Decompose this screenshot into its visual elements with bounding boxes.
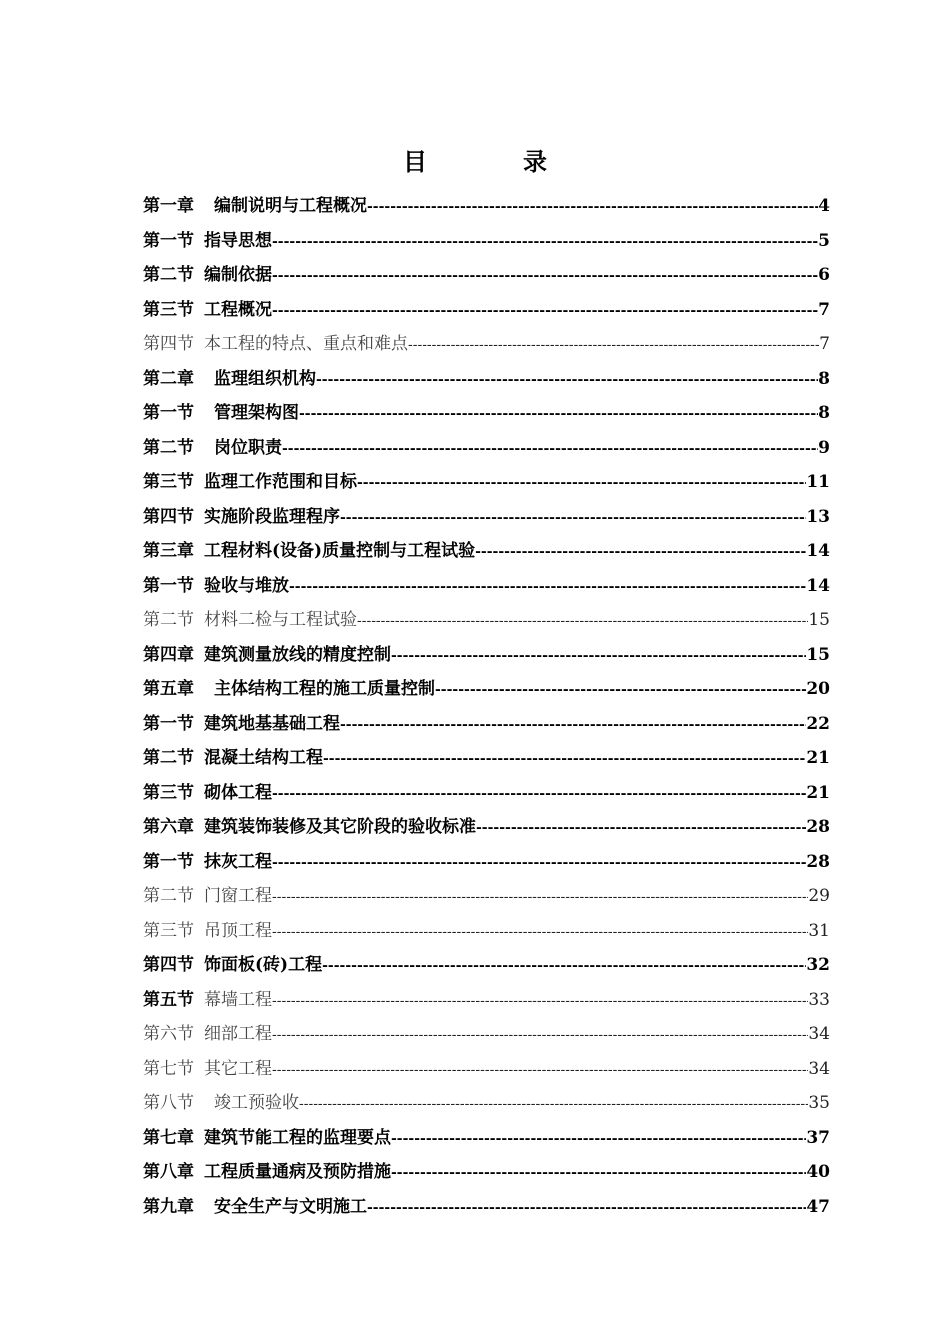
toc-entry-title: 建筑节能工程的监理要点 — [204, 1127, 391, 1148]
toc-entry[interactable] — [143, 779, 830, 814]
toc-leader — [322, 952, 806, 980]
toc-entry[interactable] — [143, 848, 830, 883]
toc-entry-label: 第二章 — [143, 368, 194, 389]
toc-entry[interactable] — [143, 882, 830, 917]
toc-entry-title: 抹灰工程 — [204, 851, 272, 872]
toc-entry-label: 第三节 — [143, 472, 194, 492]
toc-leader — [391, 642, 806, 670]
toc-leader — [272, 918, 808, 946]
toc-entry[interactable] — [143, 1158, 830, 1193]
toc-entry-label: 第四节 — [143, 334, 194, 354]
toc-entry-title: 饰面板(砖)工程 — [204, 955, 323, 975]
toc-entry[interactable] — [143, 434, 830, 469]
toc-entry-label: 第四节 — [143, 955, 194, 975]
toc-leader — [391, 1125, 806, 1153]
toc-entry-title: 其它工程 — [204, 1058, 272, 1079]
toc-leader — [357, 607, 808, 635]
toc-entry[interactable] — [143, 261, 830, 296]
toc-entry[interactable] — [143, 917, 830, 952]
toc-entry-label: 第三章 — [143, 541, 194, 561]
toc-entry[interactable] — [143, 227, 830, 262]
toc-leader — [475, 538, 806, 566]
toc-entry-label: 第五章 — [143, 679, 194, 699]
toc-leader — [272, 883, 808, 911]
toc-entry-title: 幕墙工程 — [204, 989, 272, 1010]
toc-entry-label: 第一节 — [143, 713, 194, 734]
toc-entry-label: 第八节 — [143, 1093, 194, 1113]
toc-entry-page: 14 — [806, 575, 830, 596]
toc-leader — [299, 400, 818, 428]
toc-entry-label: 第二节 — [143, 610, 194, 630]
toc-entry-page: 37 — [806, 1127, 830, 1148]
toc-leader — [272, 228, 818, 256]
toc-entry-page: 22 — [806, 713, 830, 734]
toc-entry-title: 工程质量通病及预防措施 — [204, 1162, 391, 1182]
toc-leader — [367, 193, 818, 221]
toc-entry-page: 8 — [818, 368, 830, 389]
toc-leader — [476, 814, 806, 842]
toc-leader — [272, 297, 818, 325]
toc-entry[interactable] — [143, 330, 830, 365]
toc-entry-page: 21 — [806, 782, 830, 803]
toc-leader — [340, 504, 806, 532]
toc-title-left: 目 — [403, 147, 427, 176]
toc-entry-title: 建筑测量放线的精度控制 — [204, 644, 391, 665]
toc-entry-label: 第六节 — [143, 1024, 194, 1044]
toc-entry-page: 13 — [806, 506, 830, 527]
toc-leader — [367, 1194, 806, 1222]
toc-leader — [272, 1056, 808, 1084]
toc-entry-title: 门窗工程 — [204, 886, 272, 906]
toc-entry[interactable] — [143, 986, 830, 1021]
toc-entry[interactable] — [143, 1124, 830, 1159]
toc-entry-label: 第八章 — [143, 1162, 194, 1182]
toc-entry-title: 建筑装饰装修及其它阶段的验收标准 — [204, 817, 476, 837]
toc-entry[interactable] — [143, 1055, 830, 1090]
toc-entry-page: 7 — [819, 334, 830, 354]
toc-entry[interactable] — [143, 1193, 830, 1228]
toc-entry-title: 工程材料(设备)质量控制与工程试验 — [204, 541, 476, 561]
toc-leader — [272, 780, 806, 808]
toc-entry-page: 20 — [806, 679, 830, 699]
toc-leader — [299, 1090, 808, 1118]
toc-entry[interactable] — [143, 192, 830, 227]
toc-entry-title: 本工程的特点、重点和难点 — [204, 334, 408, 354]
toc-title-right: 录 — [523, 147, 547, 176]
toc-entry-page: 11 — [806, 472, 830, 492]
toc-entry-page: 28 — [806, 851, 830, 872]
toc-entry-page: 28 — [806, 817, 830, 837]
toc-entry[interactable] — [143, 1020, 830, 1055]
toc-entry-label: 第四章 — [143, 644, 194, 665]
toc-entry-page: 40 — [806, 1162, 830, 1182]
toc-leader — [282, 435, 818, 463]
toc-leader — [272, 1021, 808, 1049]
toc-entry-label: 第二节 — [143, 886, 194, 906]
toc-leader — [289, 573, 806, 601]
toc-entry-label: 第七章 — [143, 1127, 194, 1148]
toc-entry-page: 21 — [806, 748, 830, 768]
toc-entry-page: 47 — [806, 1196, 830, 1217]
table-of-contents — [143, 192, 830, 1227]
toc-entry-page: 29 — [808, 886, 830, 906]
toc-entry-label: 第三节 — [143, 299, 194, 320]
toc-entry-page: 14 — [806, 541, 830, 561]
toc-entry[interactable] — [143, 710, 830, 745]
toc-entry-title: 验收与堆放 — [204, 575, 289, 596]
toc-entry[interactable] — [143, 641, 830, 676]
toc-entry-page: 8 — [818, 403, 830, 423]
toc-entry[interactable] — [143, 675, 830, 710]
toc-entry-page: 34 — [808, 1058, 830, 1079]
toc-entry-title: 编制依据 — [204, 265, 272, 285]
toc-entry-label: 第七节 — [143, 1058, 194, 1079]
toc-entry-title: 细部工程 — [204, 1024, 272, 1044]
toc-entry-page: 35 — [808, 1093, 830, 1113]
toc-entry-page: 34 — [808, 1024, 830, 1044]
toc-entry-page: 33 — [808, 989, 830, 1010]
toc-entry[interactable] — [143, 813, 830, 848]
toc-entry-label: 第九章 — [143, 1196, 194, 1217]
toc-leader — [272, 262, 818, 290]
toc-leader — [272, 849, 806, 877]
toc-entry-title: 材料二检与工程试验 — [204, 610, 357, 630]
toc-entry-page: 4 — [818, 196, 830, 216]
toc-entry-page: 7 — [818, 299, 830, 320]
toc-entry-label: 第一节 — [143, 851, 194, 872]
toc-entry-label: 第一节 — [143, 230, 194, 251]
toc-entry-label: 第六章 — [143, 817, 194, 837]
toc-entry-label: 第三节 — [143, 782, 194, 803]
toc-entry-label: 第二节 — [143, 748, 194, 768]
toc-leader — [272, 987, 808, 1015]
toc-entry-page: 15 — [806, 644, 830, 665]
toc-entry-label: 第一节 — [143, 403, 194, 423]
toc-entry[interactable] — [143, 468, 830, 503]
toc-entry-title: 指导思想 — [204, 230, 272, 251]
toc-entry-title: 编制说明与工程概况 — [214, 196, 367, 216]
toc-leader — [316, 366, 818, 394]
toc-leader — [391, 1159, 806, 1187]
toc-entry-page: 15 — [808, 610, 830, 630]
toc-leader — [357, 469, 806, 497]
toc-leader — [340, 711, 806, 739]
toc-leader — [435, 676, 806, 704]
toc-entry-page: 32 — [806, 955, 830, 975]
toc-entry-label: 第二节 — [143, 265, 194, 285]
toc-entry-title: 混凝土结构工程 — [204, 748, 323, 768]
toc-entry-page: 9 — [818, 437, 830, 458]
toc-entry-title: 管理架构图 — [214, 403, 299, 423]
toc-entry-title: 岗位职责 — [214, 437, 282, 458]
toc-entry-title: 工程概况 — [204, 299, 272, 320]
toc-entry-page: 31 — [808, 920, 830, 941]
toc-entry-title: 吊顶工程 — [204, 920, 272, 941]
toc-entry-label: 第一章 — [143, 196, 194, 216]
toc-entry-title: 监理工作范围和目标 — [204, 472, 357, 492]
toc-entry-label: 第二节 — [143, 437, 194, 458]
toc-title — [0, 142, 950, 177]
toc-entry-title: 竣工预验收 — [214, 1093, 299, 1113]
toc-entry[interactable] — [143, 399, 830, 434]
toc-entry[interactable] — [143, 537, 830, 572]
toc-entry-title: 监理组织机构 — [214, 368, 316, 389]
toc-entry[interactable] — [143, 606, 830, 641]
toc-entry[interactable] — [143, 503, 830, 538]
toc-entry-label: 第四节 — [143, 506, 194, 527]
toc-entry-title: 安全生产与文明施工 — [214, 1196, 367, 1217]
toc-leader — [408, 331, 819, 359]
toc-entry[interactable] — [143, 951, 830, 986]
toc-entry[interactable] — [143, 365, 830, 400]
toc-leader — [323, 745, 806, 773]
toc-entry-label: 第三节 — [143, 920, 194, 941]
toc-entry-title: 实施阶段监理程序 — [204, 506, 340, 527]
toc-entry-label: 第五节 — [143, 989, 194, 1010]
toc-entry-title: 建筑地基基础工程 — [204, 713, 340, 734]
toc-entry[interactable] — [143, 296, 830, 331]
toc-entry[interactable] — [143, 572, 830, 607]
toc-entry-page: 6 — [818, 265, 830, 285]
toc-entry-label: 第一节 — [143, 575, 194, 596]
toc-entry-title: 砌体工程 — [204, 782, 272, 803]
toc-entry-page: 5 — [818, 230, 830, 251]
toc-entry[interactable] — [143, 744, 830, 779]
toc-entry-title: 主体结构工程的施工质量控制 — [214, 679, 435, 699]
toc-entry[interactable] — [143, 1089, 830, 1124]
